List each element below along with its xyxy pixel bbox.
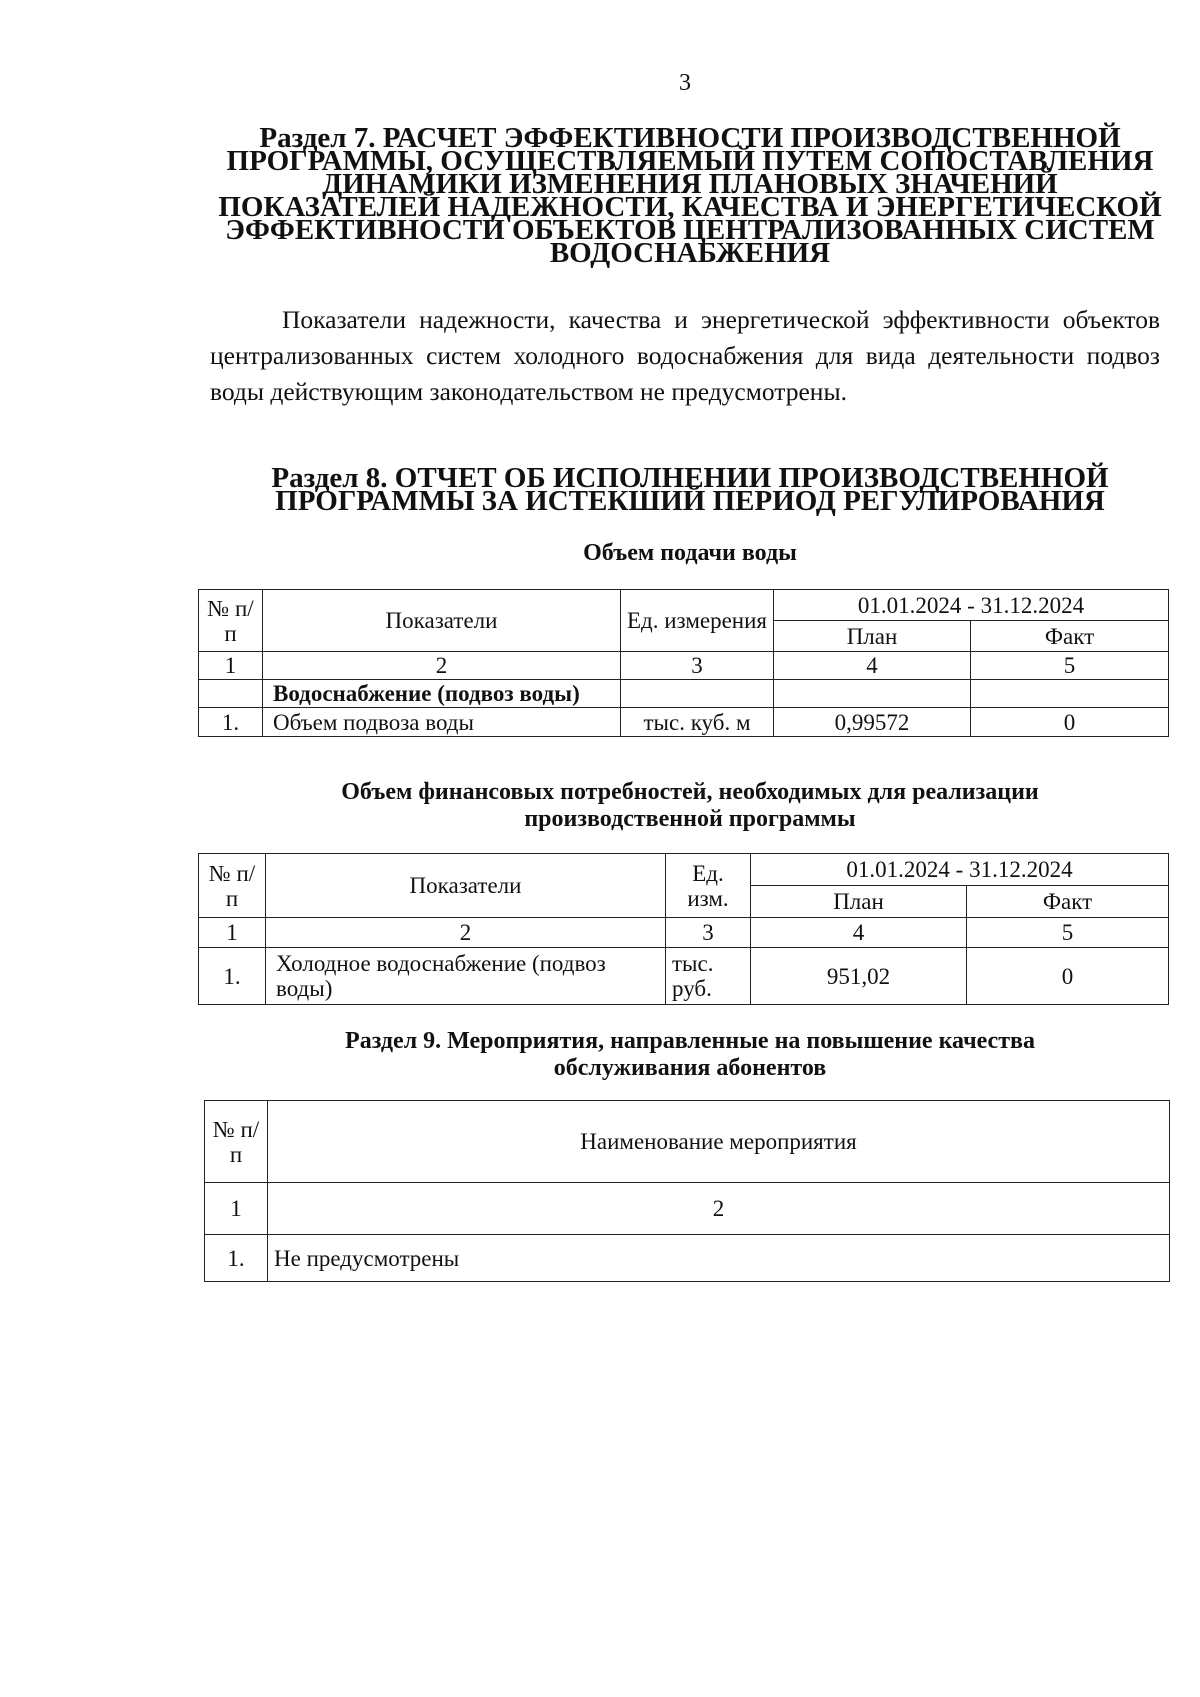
column-number: 5 <box>967 918 1169 948</box>
row-indicator: Холодное водоснабжение (подвоз воды) <box>266 948 666 1005</box>
header-indicator: Показатели <box>263 590 621 652</box>
header-unit: Ед. изм. <box>666 854 751 918</box>
header-num: № п/п <box>205 1101 268 1183</box>
water-supply-volume-table <box>198 589 1169 737</box>
column-number: 3 <box>621 652 774 680</box>
column-number: 1 <box>205 1183 268 1235</box>
table-2-caption-line: Объем финансовых потребностей, необходимых для реализации <box>341 779 1039 805</box>
section-8-title <box>200 462 1180 517</box>
header-num: № п/п <box>199 590 263 652</box>
header-plan: План <box>751 886 967 918</box>
section-9-title-line: обслуживания абонентов <box>553 1055 827 1081</box>
section-7-title-line: ВОДОСНАБЖЕНИЯ <box>549 237 831 269</box>
column-number: 2 <box>268 1183 1170 1235</box>
table-1-caption: Объем подачи воды <box>583 540 797 566</box>
row-plan: 0,99572 <box>774 708 971 737</box>
group-empty-cell <box>971 680 1169 708</box>
header-unit: Ед. измерения <box>621 590 774 652</box>
financial-needs-table <box>198 853 1169 1005</box>
row-unit: тыс. руб. <box>666 948 751 1005</box>
header-fact: Факт <box>971 621 1169 652</box>
group-empty-cell <box>199 680 263 708</box>
group-empty-cell <box>774 680 971 708</box>
row-fact: 0 <box>971 708 1169 737</box>
table-2-caption <box>200 779 1180 833</box>
section-7-paragraph <box>210 302 1160 410</box>
row-plan: 951,02 <box>751 948 967 1005</box>
column-number: 1 <box>199 652 263 680</box>
section-8-title-line: ПРОГРАММЫ ЗА ИСТЕКШИЙ ПЕРИОД РЕГУЛИРОВАНИЯ <box>275 485 1105 517</box>
service-measures-table <box>204 1100 1170 1282</box>
section-7-title-line: Раздел 7. РАСЧЕТ ЭФФЕКТИВНОСТИ ПРОИЗВОДСТВЕННОЙ <box>259 122 1121 154</box>
column-number: 3 <box>666 918 751 948</box>
table-row <box>199 948 1169 1005</box>
header-period: 01.01.2024 - 31.12.2024 <box>774 590 1169 621</box>
group-label: Водоснабжение (подвоз воды) <box>263 680 621 708</box>
section-9-title <box>200 1028 1180 1082</box>
column-number: 1 <box>199 918 266 948</box>
section-8-title-line: Раздел 8. ОТЧЕТ ОБ ИСПОЛНЕНИИ ПРОИЗВОДСТВЕННОЙ <box>271 462 1109 494</box>
header-num: № п/п <box>199 854 266 918</box>
table-2-caption-line: производственной программы <box>524 806 856 832</box>
header-indicator: Показатели <box>266 854 666 918</box>
header-name: Наименование мероприятия <box>268 1101 1170 1183</box>
section-7-title-line: ПРОГРАММЫ, ОСУЩЕСТВЛЯЕМЫЙ ПУТЕМ СОПОСТАВЛЕНИЯ <box>226 145 1154 177</box>
section-7-title-line: ДИНАМИКИ ИЗМЕНЕНИЯ ПЛАНОВЫХ ЗНАЧЕНИЙ <box>322 168 1058 200</box>
row-fact: 0 <box>967 948 1169 1005</box>
row-num: 1. <box>199 948 266 1005</box>
column-number: 5 <box>971 652 1169 680</box>
section-7-paragraph-text: Показатели надежности, качества и энергетической эффективности объектов централизованных систем холодного водоснабжения для вида деятельности подвоз воды действующим законодательством не предусмотрены. <box>210 305 1160 406</box>
table-row <box>199 708 1169 737</box>
section-7-title-line: ПОКАЗАТЕЛЕЙ НАДЕЖНОСТИ, КАЧЕСТВА И ЭНЕРГЕТИЧЕСКОЙ <box>218 191 1162 223</box>
row-num: 1. <box>205 1235 268 1282</box>
row-indicator: Объем подвоза воды <box>263 708 621 737</box>
section-9-title-line: Раздел 9. Мероприятия, направленные на повышение качества <box>345 1028 1035 1054</box>
column-number: 2 <box>263 652 621 680</box>
section-7-title-line: ЭФФЕКТИВНОСТИ ОБЪЕКТОВ ЦЕНТРАЛИЗОВАННЫХ СИСТЕМ <box>225 214 1155 246</box>
header-period: 01.01.2024 - 31.12.2024 <box>751 854 1169 886</box>
header-fact: Факт <box>967 886 1169 918</box>
column-number: 4 <box>751 918 967 948</box>
row-name: Не предусмотрены <box>268 1235 1170 1282</box>
column-number: 4 <box>774 652 971 680</box>
table-row <box>205 1235 1170 1282</box>
group-empty-cell <box>621 680 774 708</box>
column-number: 2 <box>266 918 666 948</box>
page-number: 3 <box>679 70 691 96</box>
row-unit: тыс. куб. м <box>621 708 774 737</box>
header-plan: План <box>774 621 971 652</box>
section-7-title <box>200 122 1180 269</box>
row-num: 1. <box>199 708 263 737</box>
